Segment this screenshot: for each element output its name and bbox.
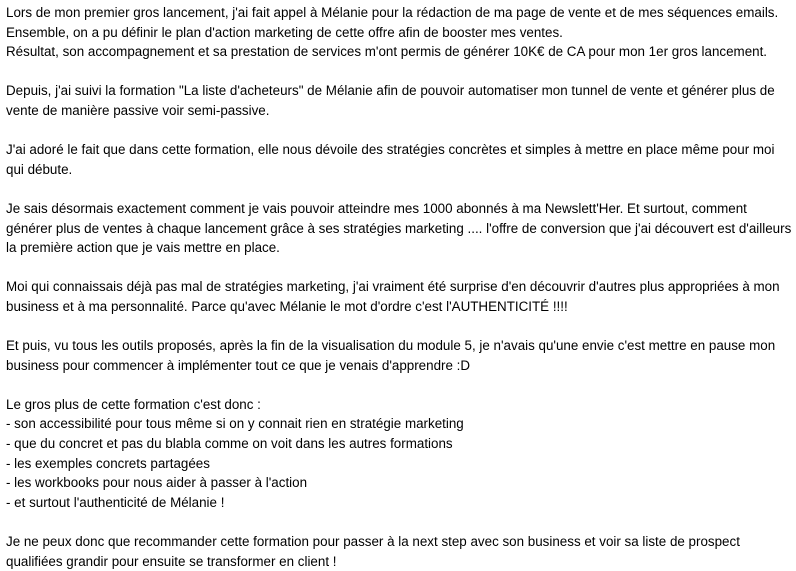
text-line: Ensemble, on a pu définir le plan d'action marketing de cette offre afin de booster mes ventes. <box>6 24 563 40</box>
text-line: Je sais désormais exactement comment je vais pouvoir atteindre mes 1000 abonnés à ma Newslett'Her. Et surtout, comment <box>6 200 747 216</box>
text-line: Résultat, son accompagnement et sa prestation de services m'ont permis de générer 10K€ de CA pour mon 1er gros lancement. <box>6 44 768 60</box>
paragraph-recommendation <box>6 532 794 571</box>
text-line: Je ne peux donc que recommander cette formation pour passer à la next step avec son business et voir sa liste de prospect <box>6 534 740 550</box>
list-item: - son accessibilité pour tous même si on y connait rien en stratégie marketing <box>6 416 464 432</box>
text-line: qui débute. <box>6 161 73 177</box>
text-line: Et puis, vu tous les outils proposés, après la fin de la visualisation du module 5, je n'avais qu'une envie c'est mettre en pause mon <box>6 338 776 354</box>
list-item: - les workbooks pour nous aider à passer à l'action <box>6 475 308 491</box>
paragraph-training <box>6 81 794 120</box>
text-line: business et à ma personnalité. Parce qu'avec Mélanie le mot d'ordre c'est l'AUTHENTICITÉ !!!! <box>6 298 568 314</box>
text-line: la première action que je vais mettre en place. <box>6 240 280 256</box>
paragraph-subscribers <box>6 199 794 258</box>
list-item: - que du concret et pas du blabla comme on voit dans les autres formations <box>6 436 453 452</box>
paragraph-benefits-list <box>6 395 794 513</box>
list-heading: Le gros plus de cette formation c'est donc : <box>6 396 261 412</box>
text-line: Moi qui connaissais déjà pas mal de stratégies marketing, j'ai vraiment été surprise d'en découvrir d'autres plus appropriées à mon <box>6 279 780 295</box>
text-line: business pour commencer à implémenter tout ce que je venais d'apprendre :D <box>6 357 471 373</box>
paragraph-first-launch <box>6 3 794 62</box>
paragraph-strategies <box>6 140 794 179</box>
list-item: - les exemples concrets partagées <box>6 455 210 471</box>
text-line: Depuis, j'ai suivi la formation "La liste d'acheteurs" de Mélanie afin de pouvoir automatiser mon tunnel de vente et générer plus de <box>6 83 775 99</box>
text-line: J'ai adoré le fait que dans cette formation, elle nous dévoile des stratégies concrètes et simples à mettre en place même pour moi <box>6 142 775 158</box>
text-line: vente de manière passive voir semi-passive. <box>6 102 270 118</box>
paragraph-authenticity <box>6 277 794 316</box>
list-item: - et surtout l'authenticité de Mélanie ! <box>6 494 225 510</box>
testimonial-document <box>6 3 794 571</box>
text-line: générer plus de ventes à chaque lancement grâce à ses stratégies marketing .... l'offre de conversion que j'ai découvert est d'ailleurs <box>6 220 792 236</box>
text-line: qualifiées grandir pour ensuite se transformer en client ! <box>6 553 337 569</box>
text-line: Lors de mon premier gros lancement, j'ai fait appel à Mélanie pour la rédaction de ma page de vente et de mes séquences emails. <box>6 5 779 20</box>
paragraph-tools <box>6 336 794 375</box>
